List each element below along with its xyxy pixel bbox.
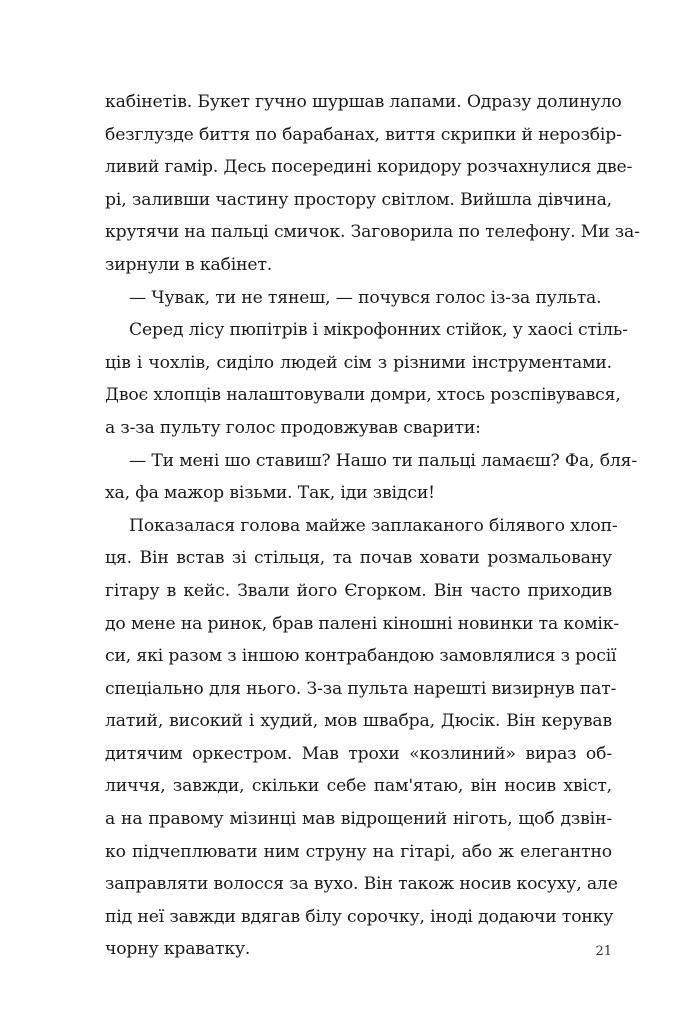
text-line: крутячи на пальці смичок. Заговорила по телефону. Ми за- xyxy=(105,222,640,243)
text-line: — Чувак, ти не тянеш, — почувся голос із-за пульта. xyxy=(129,287,602,308)
text-line: безглузде биття по барабанах, виття скрипки й нерозбір- xyxy=(105,124,622,145)
text-line: Показалася голова майже заплаканого білявого хлоп- xyxy=(129,515,618,536)
text-line: зирнули в кабінет. xyxy=(105,254,273,275)
text-line: ко підчеплювати ним струну на гітарі, або ж елегантно xyxy=(105,841,612,862)
text-line: ха, фа мажор візьми. Так, іди звідси! xyxy=(105,483,435,504)
text-line: до мене на ринок, брав палені кіношні новинки та комік- xyxy=(105,613,620,634)
text-line: — Ти мені шо ставиш? Нашо ти пальці ламаєш? Фа, бля- xyxy=(129,450,638,471)
text-line: кабінетів. Букет гучно шуршав лапами. Одразу долинуло xyxy=(105,92,622,112)
text-line: личчя, завжди, скільки себе пам'ятаю, він носив хвіст, xyxy=(105,776,612,797)
text-line: Серед лісу пюпітрів і мікрофонних стійок, у хаосі стіль- xyxy=(129,320,628,341)
text-line: латий, високий і худий, мов швабра, Дюсік. Він керував xyxy=(105,711,612,732)
text-line: ця. Він встав зі стільця, та почав ховати розмальовану xyxy=(105,548,612,569)
text-line: під неї завжди вдягав білу сорочку, іноді додаючи тонку xyxy=(105,906,614,927)
text-line: рі, заливши частину простору світлом. Вийшла дівчина, xyxy=(105,189,612,210)
text-line: а на правому мізинці мав відрощений ніготь, щоб дзвін- xyxy=(105,809,612,830)
body-text xyxy=(105,86,640,966)
text-line: чорну краватку. xyxy=(105,939,251,960)
text-line: дитячим оркестром. Мав трохи «козлиний» вираз об- xyxy=(105,743,612,764)
text-line: Двоє хлопців налаштовували домри, хтось розспівувався, xyxy=(105,385,621,406)
text-line: спеціально для нього. З-за пульта нарешті визирнув пат- xyxy=(105,678,617,699)
text-line: а з-за пульту голос продовжував сварити: xyxy=(105,417,481,438)
text-line: ливий гамір. Десь посередині коридору розчахнулися две- xyxy=(105,157,633,178)
page-number: 21 xyxy=(595,944,612,959)
text-line: заправляти волосся за вухо. Він також носив косуху, але xyxy=(105,874,618,895)
text-line: си, які разом з іншою контрабандою замовлялися з росії xyxy=(105,646,617,667)
text-line: ців і чохлів, сиділо людей сім з різними інструментами. xyxy=(105,352,612,373)
text-line: гітару в кейс. Звали його Єгорком. Він часто приходив xyxy=(105,580,612,601)
